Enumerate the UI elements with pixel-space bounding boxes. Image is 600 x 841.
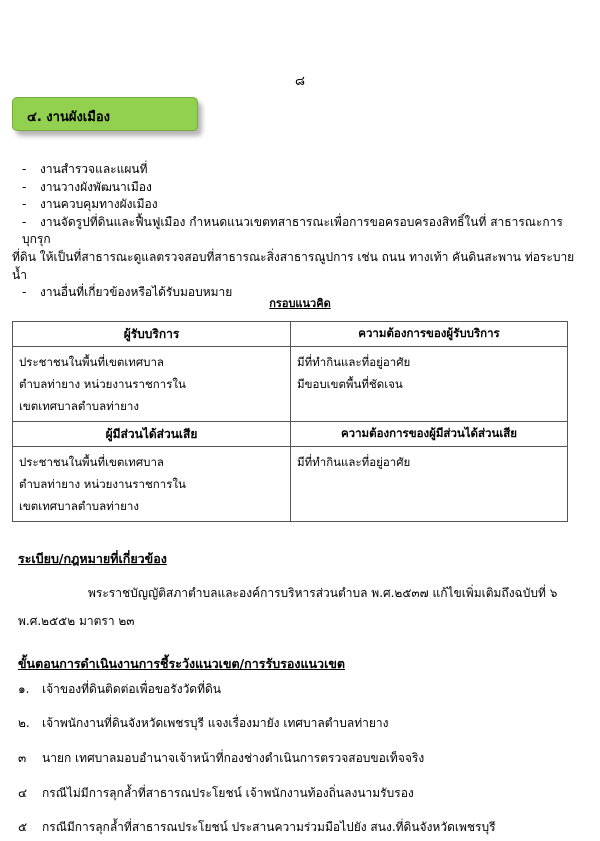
table-cell: ประชาชนในพื้นที่เขตเทศบาล ตำบลท่ายาง หน่วยงานราชการใน เขตเทศบาลตำบลท่ายาง (13, 347, 291, 422)
framework-title: กรอบแนวคิด (269, 297, 331, 310)
table-cell: มีที่ทำกินและที่อยู่อาศัย มีขอบเขตพื้นที่ชัดเจน (291, 347, 568, 422)
framework-table (12, 321, 568, 522)
table-header: ความต้องการของผู้รับบริการ (291, 322, 568, 347)
list-item: - งานจัดรูปที่ดินและฟื้นฟูเมือง กำหนดแนวเขตทสาธารณะเพื่อการขอครอบครองสิทธิ์ในที่ สาธารณะการบุกรุก ที่ดิน ให้เป็นที่สาธารณะดูแลตรวจสอบที่สาธารณะสิ่งสาธารณูปการ เช่น ถนน ทางเท้า คันดินสะพาน ท่อระบายน้ำ (12, 214, 575, 282)
table-row (13, 447, 568, 522)
table-header: ความต้องการของผู้มีส่วนได้ส่วนเสีย (291, 422, 568, 447)
table-cell: มีที่ทำกินและที่อยู่อาศัย (291, 447, 568, 522)
procedure-step: ๓ นายก เทศบาลมอบอำนาจเจ้าหน้าที่กองช่างดำเนินการตรวจสอบขอเท็จจริง (18, 751, 425, 765)
procedure-heading: ขั้นตอนการดำเนินงานการชี้ระวังแนวเขต/การรับรองแนวเขต (18, 656, 346, 671)
regulations-text: พระราชบัญญัติสภาตำบลและองค์การบริหารส่วนตำบล พ.ศ.๒๕๓๗ แก้ไขเพิ่มเติมถึงฉบับที่ ๖ พ.ศ.๒๕๕๒ มาตรา ๒๓ (18, 586, 558, 628)
table-header: ผู้รับบริการ (13, 322, 291, 347)
section-title: ๔. งานผังเมือง (27, 110, 110, 125)
list-item: - งานอื่นที่เกี่ยวข้องหรือได้รับมอบหมาย (22, 285, 233, 300)
table-cell: ประชาชนในพื้นที่เขตเทศบาล ตำบลท่ายาง หน่วยงานราชการใน เขตเทศบาลตำบลท่ายาง (13, 447, 291, 522)
section-title-box (12, 97, 198, 131)
list-item: - งานสำรวจและแผนที่ (22, 162, 148, 176)
table-header-row (13, 322, 568, 347)
regulations-heading: ระเบียบ/กฎหมายที่เกี่ยวข้อง (18, 551, 167, 566)
procedure-step: ๒. เจ้าพนักงานที่ดินจังหวัดเพชรบุรี แจงเรื่องมายัง เทศบาลตำบลท่ายาง (18, 716, 389, 730)
list-item: - งานวางผังพัฒนาเมือง (22, 179, 152, 194)
table-header: ผู้มีส่วนได้ส่วนเสีย (13, 422, 291, 447)
procedure-step: ๑. เจ้าของที่ดินติดต่อเพื่อขอรังวัดที่ดิน (18, 682, 222, 696)
table-header-row (13, 422, 568, 447)
duty-list (12, 161, 582, 302)
page-number: ๘ (294, 74, 306, 89)
table-row (13, 347, 568, 422)
procedure-step: ๔ กรณีไม่มีการลุกล้ำที่สาธารณประโยชน์ เจ้าพนักงานท้องถิ่นลงนามรับรอง (18, 786, 414, 800)
list-item: - งานควบคุมทางผังเมือง (22, 197, 158, 212)
procedure-step: ๕ กรณีมีการลุกล้ำที่สาธารณประโยชน์ ประสานความร่วมมือไปยัง สนง.ที่ดินจังหวัดเพชรบุรี (18, 820, 496, 834)
